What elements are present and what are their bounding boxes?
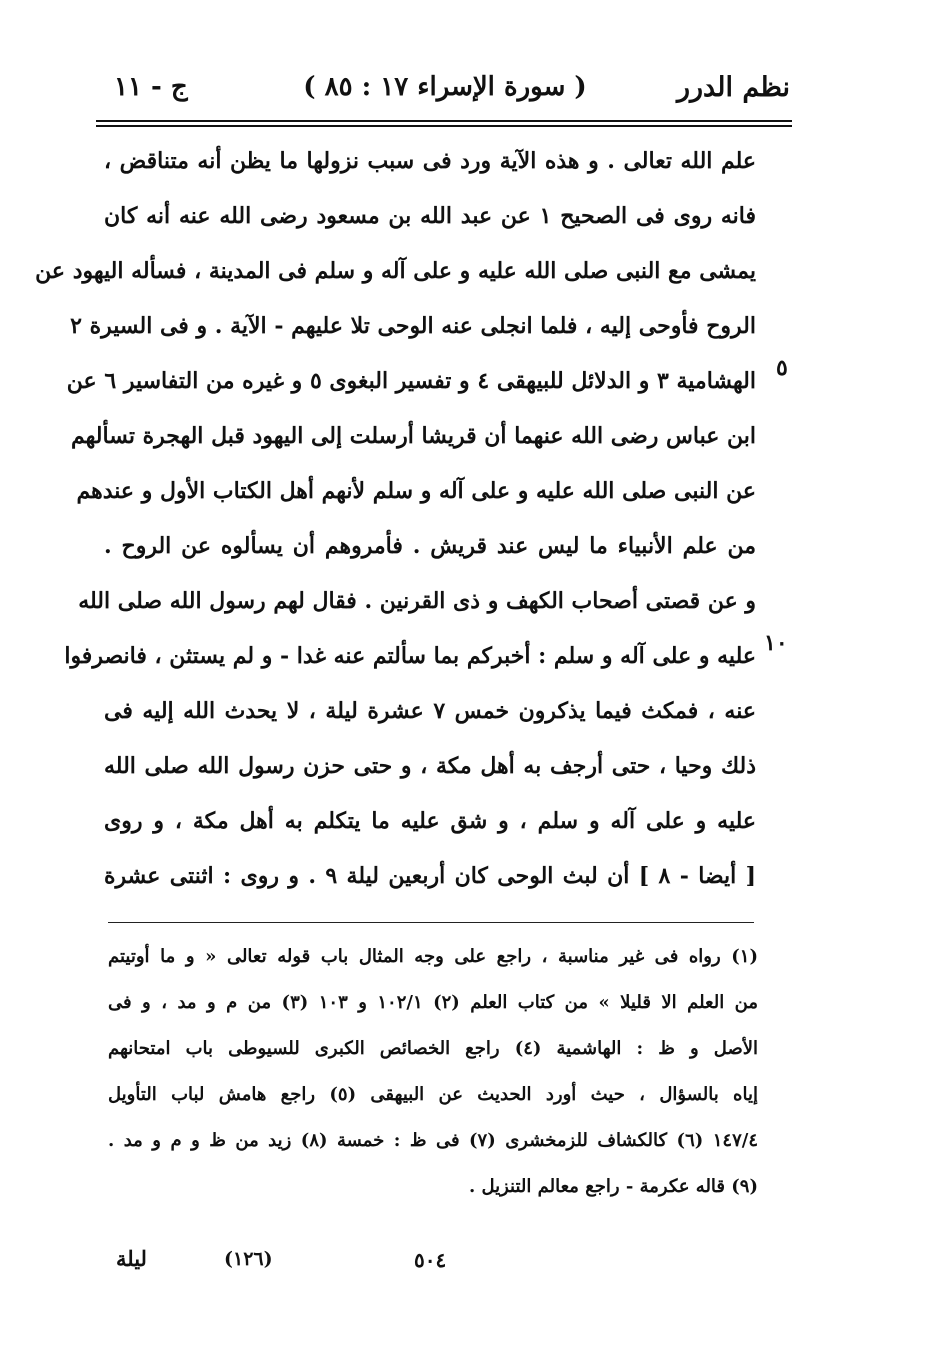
header-rule <box>96 120 792 122</box>
text-line: عن النبى صلى الله عليه و على آله و سلم لأنهم أهل الكتاب الأول و عندهم <box>76 478 756 504</box>
line-number: ١٠ <box>764 630 788 656</box>
page-number: ٥٠٤ <box>414 1248 447 1272</box>
text-line: ابن عباس رضى الله عنهما أن قريشا أرسلت إلى اليهود قبل الهجرة تسألهم <box>71 423 756 449</box>
footnote-line: إياه بالسؤال ، حيث أورد الحديث عن البيهقى (٥) راجع هامش لباب التأويل <box>108 1084 758 1105</box>
text-line: ذلك وحيا ، حتى أرجف به أهل مكة ، و حتى حزن رسول الله صلى الله <box>104 753 756 779</box>
header-rule <box>96 125 792 127</box>
text-line: الهشامية ٣ و الدلائل للبيهقى ٤ و تفسير البغوى ٥ و غيره من التفاسير ٦ عن <box>66 368 756 394</box>
signature-mark: (١٢٦) <box>224 1248 273 1270</box>
text-line: من علم الأنبياء ما ليس عند قريش . فأمروهم أن يسألوه عن الروح . <box>104 533 756 559</box>
text-line: علم الله تعالى . و هذه الآية ورد فى سبب نزولها ما يظن أنه متناقض ، <box>104 148 756 174</box>
footnotes <box>108 934 758 1210</box>
text-line: فانه روى فى الصحيح ١ عن عبد الله بن مسعود رضى الله عنه أنه كان <box>104 203 757 229</box>
text-line: و عن قصتى أصحاب الكهف و ذى القرنين . فقال لهم رسول الله صلى الله <box>78 588 756 614</box>
footnote-separator <box>108 922 754 923</box>
print-marks <box>100 1246 790 1286</box>
text-line: يمشى مع النبى صلى الله عليه و على آله و سلم فى المدينة ، فسأله اليهود عن <box>35 258 756 284</box>
footnote-line: (٩) قاله عكرمة - راجع معالم التنزيل . <box>468 1176 758 1197</box>
footnote-line: ١٤٧/٤ (٦) كالكشاف للزمخشرى (٧) فى ظ : خمسة (٨) زيد من ظ و م و مد . <box>108 1130 758 1151</box>
text-line: عليه و على آله و سلم : أخبركم بما سألتم عنه غدا - و لم يستثن ، فانصرفوا <box>64 643 756 669</box>
main-text <box>35 134 757 904</box>
footnote-line: الأصل و ظ : الهاشمية (٤) راجع الخصائص الكبرى للسيوطى باب امتحانهم <box>108 1038 758 1059</box>
surah-reference: ( سورة الإسراء ١٧ : ٨٥ ) <box>303 72 587 102</box>
text-line: عليه و على آله و سلم ، و شق عليه ما يتكلم به أهل مكة ، و روى <box>104 808 756 834</box>
line-number: ٥ <box>776 355 788 381</box>
running-header <box>100 68 790 116</box>
text-line: الروح فأوحى إليه ، فلما انجلى عنه الوحى تلا عليهم - الآية . و فى السيرة ٢ <box>70 313 756 339</box>
footnote-line: من العلم الا قليلا » من كتاب العلم (٢) ١٠٢/١ و ١٠٣ (٣) من م و مد ، و فى <box>108 992 758 1013</box>
text-line: [ أيضا - ٨ ] أن لبث الوحى كان أربعين ليلة ٩ . و روى : اثنتى عشرة <box>104 863 756 889</box>
footnote-line: (١) رواه فى غير مناسبة ، راجع على وجه المثال باب قوله تعالى « و ما أوتيتم <box>108 946 758 967</box>
book-title: نظم الدرر <box>676 72 790 103</box>
volume-number: ج - ١١ <box>114 72 188 102</box>
catchword: ليلة <box>116 1246 147 1271</box>
text-line: عنه ، فمكث فيما يذكرون خمس ٧ عشرة ليلة ، لا يحدث الله إليه فى <box>104 698 756 724</box>
